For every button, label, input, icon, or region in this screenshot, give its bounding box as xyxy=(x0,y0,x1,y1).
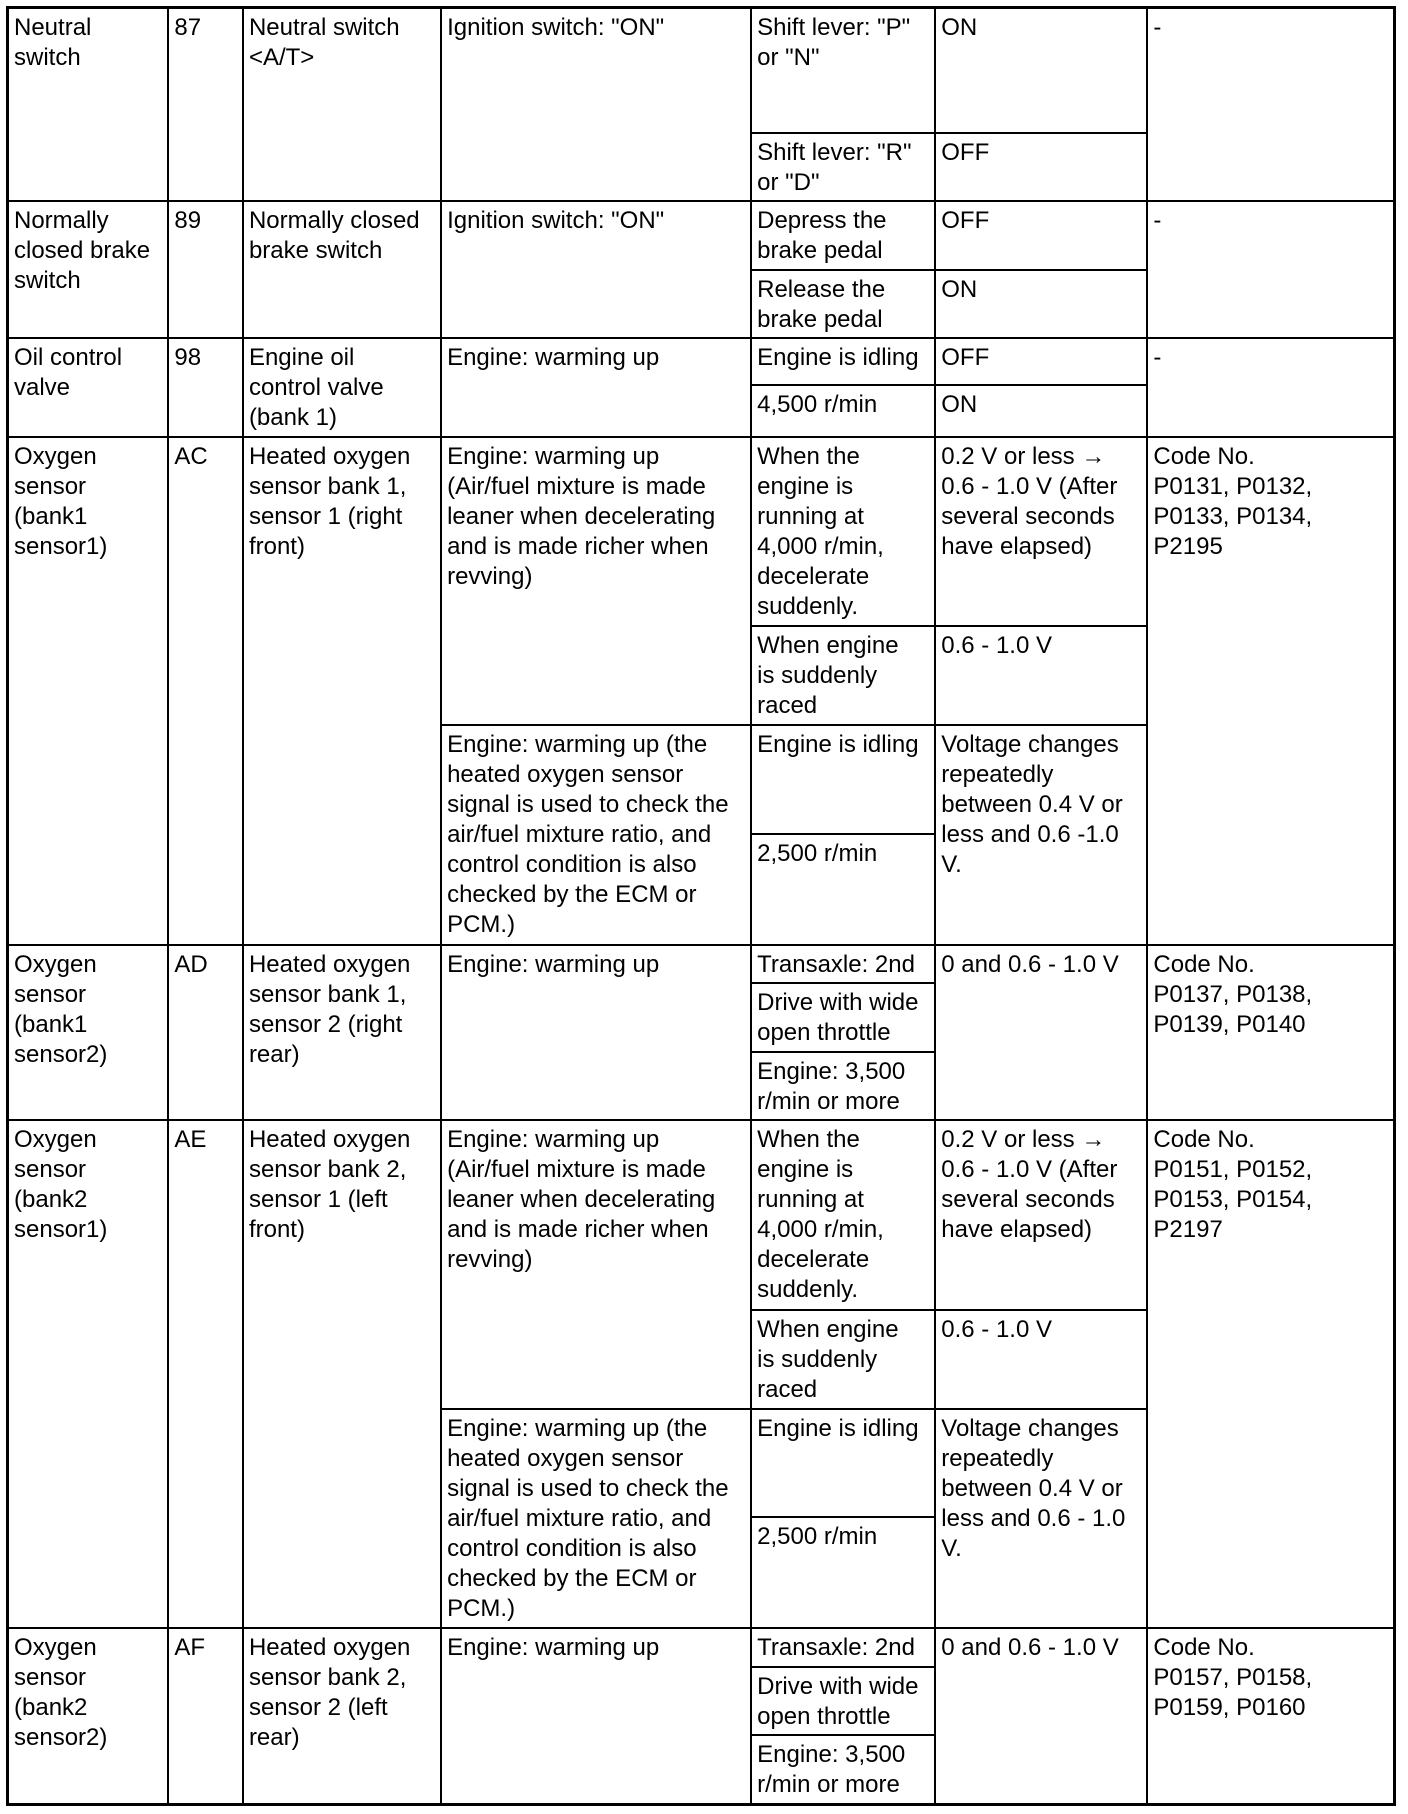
sub-condition-cell: 2,500 r/min xyxy=(751,1517,935,1628)
value-cell: 0.6 - 1.0 V xyxy=(935,626,1147,725)
value-cell: OFF xyxy=(935,133,1147,202)
terminal-cell: 98 xyxy=(168,338,243,437)
sub-condition-cell: 2,500 r/min xyxy=(751,834,935,945)
terminal-cell: 89 xyxy=(168,201,243,338)
condition-cell: Engine: warming up xyxy=(441,945,751,1120)
name-cell: Heated oxygen sensor bank 1, sensor 1 (right front) xyxy=(243,437,441,945)
name-cell: Heated oxygen sensor bank 1, sensor 2 (right rear) xyxy=(243,945,441,1120)
sub-condition-cell: Drive with wide open throttle xyxy=(751,1667,935,1736)
item-cell: Oxygen sensor (bank2 sensor1) xyxy=(8,1120,169,1628)
terminal-cell: 87 xyxy=(168,8,243,202)
sub-condition-cell: Engine: 3,500 r/min or more xyxy=(751,1052,935,1121)
item-cell: Oxygen sensor (bank1 sensor2) xyxy=(8,945,169,1120)
value-cell: Voltage changes repeatedly between 0.4 V or less and 0.6 - 1.0 V. xyxy=(935,1409,1147,1629)
sub-condition-cell: Engine is idling xyxy=(751,725,935,834)
sub-condition-cell: Shift lever: "R" or "D" xyxy=(751,133,935,202)
sub-condition-cell: Engine: 3,500 r/min or more xyxy=(751,1735,935,1804)
value-cell: ON xyxy=(935,8,1147,133)
value-cell: ON xyxy=(935,385,1147,437)
item-cell: Normally closed brake switch xyxy=(8,201,169,338)
sub-condition-cell: Engine is idling xyxy=(751,338,935,385)
code-cell: Code No. P0131, P0132, P0133, P0134, P2195 xyxy=(1147,437,1394,945)
condition-cell: Ignition switch: "ON" xyxy=(441,201,751,338)
condition-cell: Engine: warming up (the heated oxygen sensor signal is used to check the air/fuel mixture ratio, and control condition is also checked by the ECM or PCM.) xyxy=(441,1409,751,1629)
code-cell: - xyxy=(1147,201,1394,338)
item-cell: Oxygen sensor (bank1 sensor1) xyxy=(8,437,169,945)
item-cell: Neutral switch xyxy=(8,8,169,202)
code-cell: Code No. P0137, P0138, P0139, P0140 xyxy=(1147,945,1394,1120)
condition-cell: Engine: warming up (Air/fuel mixture is made leaner when decelerating and is made richer when revving) xyxy=(441,437,751,725)
sub-condition-cell: Shift lever: "P" or "N" xyxy=(751,8,935,133)
value-cell: 0 and 0.6 - 1.0 V xyxy=(935,945,1147,1120)
table-row xyxy=(8,945,1395,983)
value-cell: Voltage changes repeatedly between 0.4 V or less and 0.6 -1.0 V. xyxy=(935,725,1147,945)
code-cell: - xyxy=(1147,8,1394,202)
terminal-cell: AE xyxy=(168,1120,243,1628)
value-cell: 0.2 V or less → 0.6 - 1.0 V (After several seconds have elapsed) xyxy=(935,1120,1147,1310)
terminal-cell: AC xyxy=(168,437,243,945)
table-row xyxy=(8,338,1395,385)
table-row xyxy=(8,1628,1395,1666)
code-cell: Code No. P0157, P0158, P0159, P0160 xyxy=(1147,1628,1394,1804)
sub-condition-cell: Engine is idling xyxy=(751,1409,935,1518)
sub-condition-cell: When the engine is running at 4,000 r/min, decelerate suddenly. xyxy=(751,1120,935,1310)
condition-cell: Engine: warming up (the heated oxygen sensor signal is used to check the air/fuel mixture ratio, and control condition is also checked by the ECM or PCM.) xyxy=(441,725,751,945)
sub-condition-cell: Transaxle: 2nd xyxy=(751,945,935,983)
sub-condition-cell: Release the brake pedal xyxy=(751,270,935,339)
name-cell: Neutral switch <A/T> xyxy=(243,8,441,202)
table-row xyxy=(8,1120,1395,1310)
sub-condition-cell: Transaxle: 2nd xyxy=(751,1628,935,1666)
code-cell: - xyxy=(1147,338,1394,437)
value-cell: 0.6 - 1.0 V xyxy=(935,1310,1147,1409)
value-cell: OFF xyxy=(935,201,1147,270)
table-row xyxy=(8,437,1395,627)
sub-condition-cell: When the engine is running at 4,000 r/min, decelerate suddenly. xyxy=(751,437,935,627)
condition-cell: Engine: warming up xyxy=(441,338,751,437)
sub-condition-cell: When engine is suddenly raced xyxy=(751,1310,935,1409)
condition-cell: Engine: warming up (Air/fuel mixture is made leaner when decelerating and is made richer when revving) xyxy=(441,1120,751,1408)
condition-cell: Engine: warming up xyxy=(441,1628,751,1804)
item-cell: Oxygen sensor (bank2 sensor2) xyxy=(8,1628,169,1804)
terminal-cell: AD xyxy=(168,945,243,1120)
name-cell: Engine oil control valve (bank 1) xyxy=(243,338,441,437)
name-cell: Normally closed brake switch xyxy=(243,201,441,338)
value-cell: OFF xyxy=(935,338,1147,385)
name-cell: Heated oxygen sensor bank 2, sensor 1 (left front) xyxy=(243,1120,441,1628)
condition-cell: Ignition switch: "ON" xyxy=(441,8,751,202)
name-cell: Heated oxygen sensor bank 2, sensor 2 (left rear) xyxy=(243,1628,441,1804)
sub-condition-cell: Depress the brake pedal xyxy=(751,201,935,270)
sub-condition-cell: Drive with wide open throttle xyxy=(751,983,935,1052)
table-row xyxy=(8,8,1395,133)
terminal-cell: AF xyxy=(168,1628,243,1804)
sub-condition-cell: When engine is suddenly raced xyxy=(751,626,935,725)
sub-condition-cell: 4,500 r/min xyxy=(751,385,935,437)
connector-check-table xyxy=(6,6,1396,1806)
value-cell: 0 and 0.6 - 1.0 V xyxy=(935,1628,1147,1804)
value-cell: ON xyxy=(935,270,1147,339)
value-cell: 0.2 V or less → 0.6 - 1.0 V (After several seconds have elapsed) xyxy=(935,437,1147,627)
table-row xyxy=(8,201,1395,270)
code-cell: Code No. P0151, P0152, P0153, P0154, P2197 xyxy=(1147,1120,1394,1628)
item-cell: Oil control valve xyxy=(8,338,169,437)
